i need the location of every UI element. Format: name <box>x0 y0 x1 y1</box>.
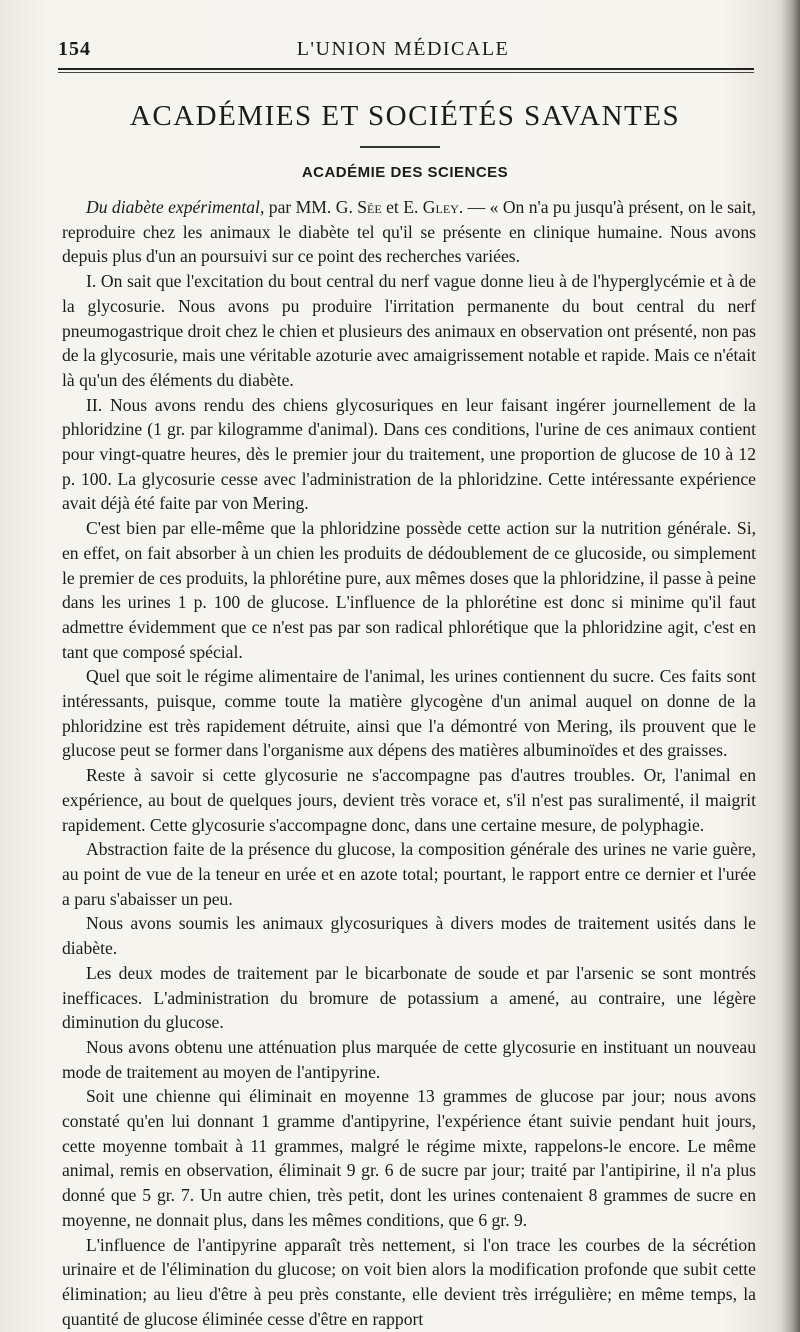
paragraph-7: Nous avons soumis les animaux glycosuriques à divers modes de traitement usités dans le diabète. <box>62 913 756 959</box>
page-header <box>58 36 748 64</box>
intro-text: . — « On n'a pu jusqu'à présent, on le sait, reproduire chez les animaux le diabète tel qu'il se présente en clinique humaine. Nous avons depuis plus d'un an poursuivi sur ce point des recherches variées. <box>62 197 757 267</box>
intro-paragraph <box>62 195 756 269</box>
section-title: ACADÉMIES ET SOCIÉTÉS SAVANTES <box>129 100 681 132</box>
page-edge-shadow <box>782 0 800 1332</box>
paragraph-8: Les deux modes de traitement par le bicarbonate de soude et par l'arsenic se sont montrés inefficaces. L'administration du bromure de potassium a amené, au contraire, une légère diminution du glucose. <box>62 962 756 1033</box>
paragraph-5: Reste à savoir si cette glycosurie ne s'accompagne pas d'autres troubles. Or, l'animal en expérience, au bout de quelques jours, devient très vorace et, s'il n'est pas suralimenté, il maigrit rapidement. Cette glycosurie s'accompagne donc, dans une certaine mesure, de polyphagie. <box>62 765 756 835</box>
article-body <box>62 195 756 1331</box>
paragraph-1: I. On sait que l'excitation du bout central du nerf vague donne lieu à de l'hyperglycémie et à de la glycosurie. Nous avons pu produire l'irritation permanente du bout central du nerf pneumogastrique droit chez le chien et plusieurs des animaux en observation ont présenté, non pas de la glycosurie, mais une véritable azoturie avec amaigrissement notable et rapide. Mais ce n'était là qu'un des éléments du diabète. <box>62 271 756 390</box>
authors-mid: et E. <box>381 197 423 217</box>
paragraph-2: II. Nous avons rendu des chiens glycosuriques en leur faisant ingérer journellement de la phloridzine (1 gr. par kilogramme d'animal). Dans ces conditions, l'urine de ces animaux contient pour vingt-quatre heures, dès le premier jour du traitement, une proportion de glucose de 10 à 12 p. 100. La glycosurie cesse avec l'administration de la phloridzine. Cette intéressante expérience avait déjà été faite par von Mering. <box>62 394 756 514</box>
paragraph-9: Nous avons obtenu une atténuation plus marquée de cette glycosurie en instituant un nouveau mode de traitement au moyen de l'antipyrine. <box>62 1036 756 1082</box>
article-title: Du diabète expérimental, <box>86 197 265 217</box>
page-number: 154 <box>58 38 91 60</box>
paragraph-6: Abstraction faite de la présence du glucose, la composition générale des urines ne varie guère, au point de vue de la teneur en urée et en azote total; pourtant, le rapport entre ce dernier et l'urée a paru s'abaisser un peu. <box>62 839 756 909</box>
header-rule-thin <box>58 72 754 73</box>
authors-prefix: par MM. G. <box>264 197 358 217</box>
paragraph-3: C'est bien par elle-même que la phloridzine possède cette action sur la nutrition générale. Si, en effet, on fait absorber à un chien les produits de dédoublement de ce glucoside, ou simplement le premier de ces produits, la phlorétine pure, aux mêmes doses que la phloridzine, il passe à peine dans les urines 1 p. 100 de glucose. L'influence de la phlorétine est donc si minime qu'il faut admettre évidemment que ce n'est pas par son radical phlorétique que la phloridzine agit, c'est en tant que composé spécial. <box>62 518 756 662</box>
title-divider <box>360 146 440 148</box>
paragraph-11: L'influence de l'antipyrine apparaît très nettement, si l'on trace les courbes de la sécrétion urinaire et de l'élimination du glucose; on voit bien alors la modification profonde que subit cette élimination; au lieu d'être à peu près constante, elle devient très irrégulière; en même temps, la quantité de glucose éliminée cesse d'être en rapport <box>62 1234 756 1329</box>
author-see: Sée <box>357 197 382 217</box>
paragraph-4: Quel que soit le régime alimentaire de l'animal, les urines contiennent du sucre. Ces faits sont intéressants, puisque, comme toute la matière glycogène d'un animal auquel on donne de la phloridzine est très rapidement détruite, ainsi que l'a démontré von Mering, ils prouvent que le glucose peut se former dans l'organisme aux dépens des matières albuminoïdes et des graisses. <box>62 666 756 761</box>
paragraph-10: Soit une chienne qui éliminait en moyenne 13 grammes de glucose par jour; nous avons constaté qu'en lui donnant 1 gramme d'antipyrine, l'expérience étant suivie pendant huit jours, cette moyenne tombait à 11 grammes, malgré le régime mixte, rappelons-le encore. Le même animal, remis en observation, éliminait 9 gr. 6 de sucre par jour; traité par l'antipirine, il n'a plus donné que 5 gr. 7. Un autre chien, très petit, dont les urines contenaient 8 grammes de sucre en moyenne, ne donnait plus, dans les mêmes conditions, que 6 gr. 9. <box>62 1086 756 1230</box>
running-head: L'UNION MÉDICALE <box>296 38 510 60</box>
subsection-title: ACADÉMIE DES SCIENCES <box>301 164 509 181</box>
author-gley: Gley <box>422 197 459 217</box>
header-rule <box>58 68 754 70</box>
